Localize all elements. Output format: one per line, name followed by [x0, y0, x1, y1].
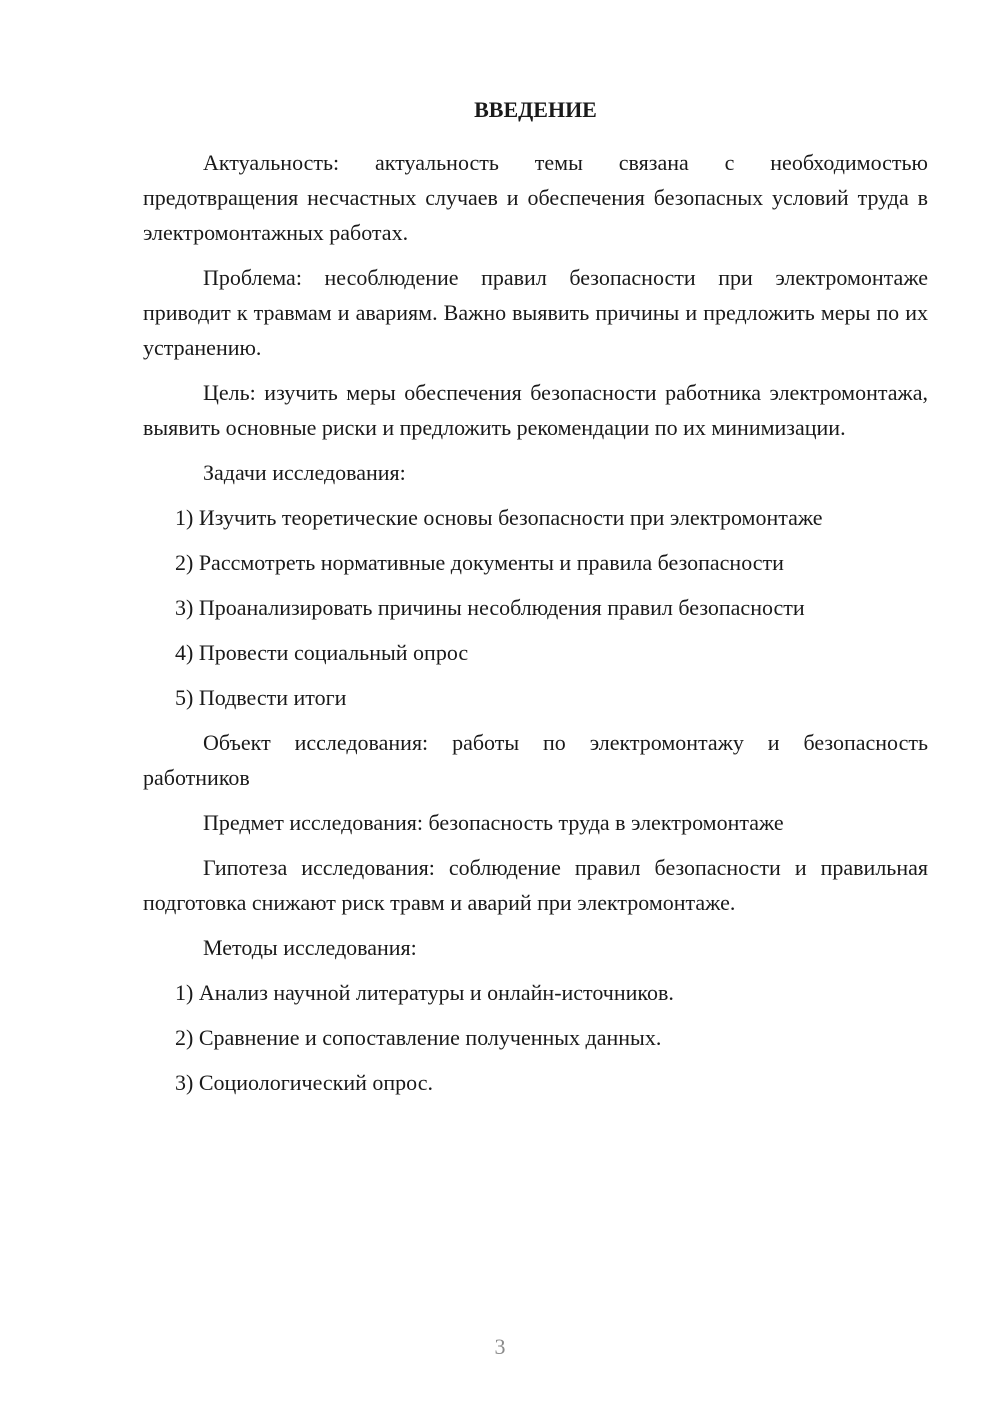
- task-item: 1) Изучить теоретические основы безопасности при электромонтаже: [175, 505, 823, 530]
- task-item: 4) Провести социальный опрос: [175, 640, 469, 665]
- problem-paragraph: Проблема: несоблюдение правил безопасности при электромонтаже приводит к травмам и авариям. Важно выявить причины и предложить меры по их устранению.: [143, 265, 928, 360]
- page-title: ВВЕДЕНИЕ: [474, 97, 597, 122]
- hypothesis-paragraph: Гипотеза исследования: соблюдение правил безопасности и правильная подготовка снижают риск травм и аварий при электромонтаже.: [143, 855, 928, 915]
- subject-paragraph: Предмет исследования: безопасность труда в электромонтаже: [203, 810, 784, 835]
- goal-paragraph: Цель: изучить меры обеспечения безопасности работника электромонтажа, выявить основные риски и предложить рекомендации по их минимизации.: [143, 380, 928, 440]
- page-content: [143, 92, 928, 1110]
- method-item: 1) Анализ научной литературы и онлайн-источников.: [175, 980, 674, 1005]
- relevance-paragraph: Актуальность: актуальность темы связана с необходимостью предотвращения несчастных случаев и обеспечения безопасных условий труда в электромонтажных работах.: [143, 150, 928, 245]
- page-number: 3: [494, 1334, 506, 1359]
- methods-heading: Методы исследования:: [203, 935, 417, 960]
- tasks-heading: Задачи исследования:: [203, 460, 406, 485]
- method-item: 3) Социологический опрос.: [175, 1070, 433, 1095]
- task-item: 5) Подвести итоги: [175, 685, 347, 710]
- task-item: 2) Рассмотреть нормативные документы и правила безопасности: [175, 550, 784, 575]
- object-paragraph: Объект исследования: работы по электромонтажу и безопасность работников: [143, 730, 928, 790]
- method-item: 2) Сравнение и сопоставление полученных данных.: [175, 1025, 662, 1050]
- task-item: 3) Проанализировать причины несоблюдения правил безопасности: [175, 595, 805, 620]
